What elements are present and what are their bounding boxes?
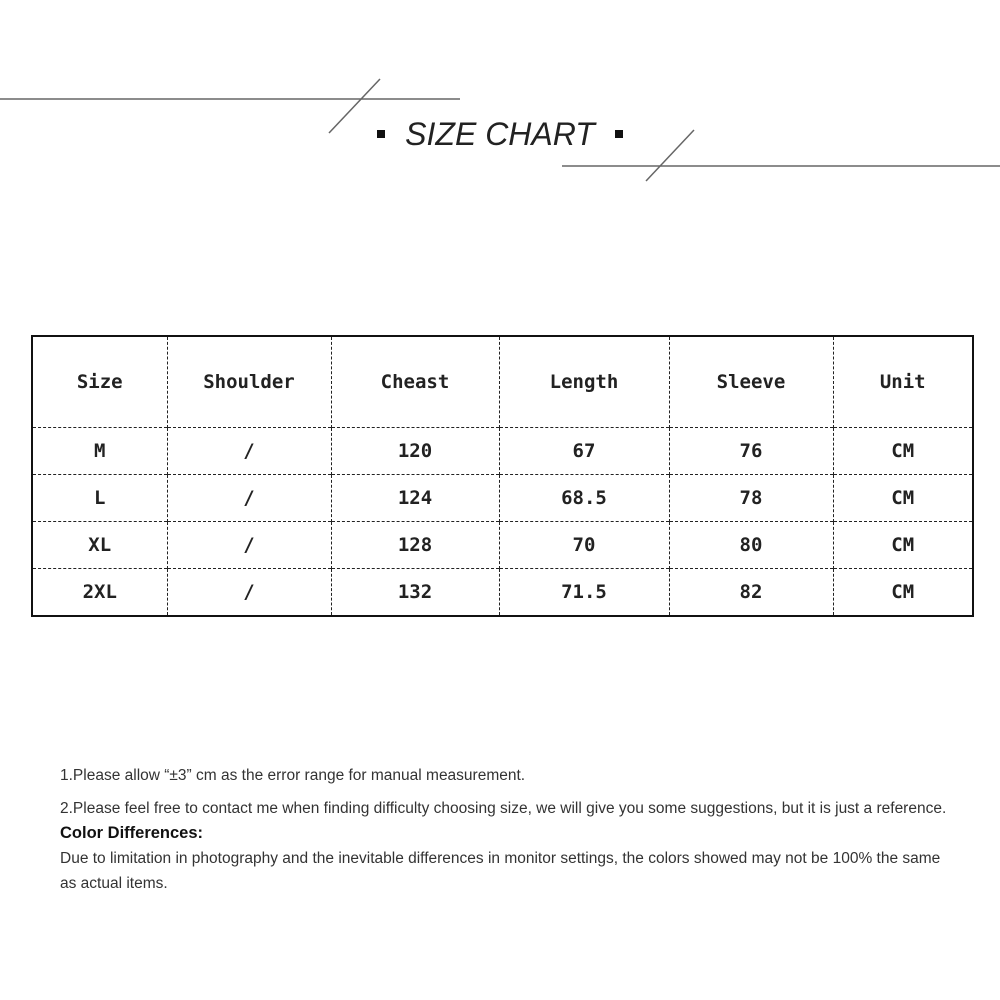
title-bar: [0, 112, 1000, 156]
cell-sleeve: 82: [669, 569, 833, 616]
cell-unit: CM: [833, 428, 972, 475]
cell-unit: CM: [833, 522, 972, 569]
cell-sleeve: 80: [669, 522, 833, 569]
size-table: [33, 337, 972, 615]
table-row: [33, 569, 972, 616]
cell-length: 67: [499, 428, 669, 475]
bullet-left-icon: [377, 130, 385, 138]
cell-length: 71.5: [499, 569, 669, 616]
cell-chest: 132: [331, 569, 499, 616]
color-differences-heading: Color Differences:: [60, 824, 204, 842]
header-length: Length: [499, 337, 669, 428]
cell-size: L: [33, 475, 167, 522]
cell-size: M: [33, 428, 167, 475]
cell-shoulder: /: [167, 569, 331, 616]
cell-unit: CM: [833, 475, 972, 522]
note-measurement-error: 1.Please allow “±3” cm as the error range for manual measurement.: [60, 767, 526, 784]
cell-size: XL: [33, 522, 167, 569]
cell-sleeve: 76: [669, 428, 833, 475]
cell-sleeve: 78: [669, 475, 833, 522]
color-differences-text: Due to limitation in photography and the inevitable differences in monitor settings, the colors showed may not be 100% the same as actual items.: [60, 850, 941, 892]
size-table-container: [31, 335, 974, 617]
cell-shoulder: /: [167, 428, 331, 475]
header-size: Size: [76, 371, 123, 393]
header-shoulder: Shoulder: [167, 337, 331, 428]
table-row: [33, 428, 972, 475]
cell-size: 2XL: [33, 569, 167, 616]
cell-shoulder: /: [167, 522, 331, 569]
cell-chest: 120: [331, 428, 499, 475]
bullet-right-icon: [615, 130, 623, 138]
page-title: SIZE CHART: [405, 115, 595, 152]
notes-section: [60, 763, 960, 896]
cell-shoulder: /: [167, 475, 331, 522]
header-chest: Cheast: [331, 337, 499, 428]
header-sleeve: Sleeve: [669, 337, 833, 428]
table-row: [33, 522, 972, 569]
cell-chest: 128: [331, 522, 499, 569]
cell-unit: CM: [833, 569, 972, 616]
cell-chest: 124: [331, 475, 499, 522]
table-header-row: [33, 337, 972, 428]
table-row: [33, 475, 972, 522]
cell-length: 70: [499, 522, 669, 569]
note-contact: 2.Please feel free to contact me when finding difficulty choosing size, we will give you some suggestions, but it is just a reference.: [60, 800, 947, 817]
header-unit: Unit: [833, 337, 972, 428]
cell-length: 68.5: [499, 475, 669, 522]
